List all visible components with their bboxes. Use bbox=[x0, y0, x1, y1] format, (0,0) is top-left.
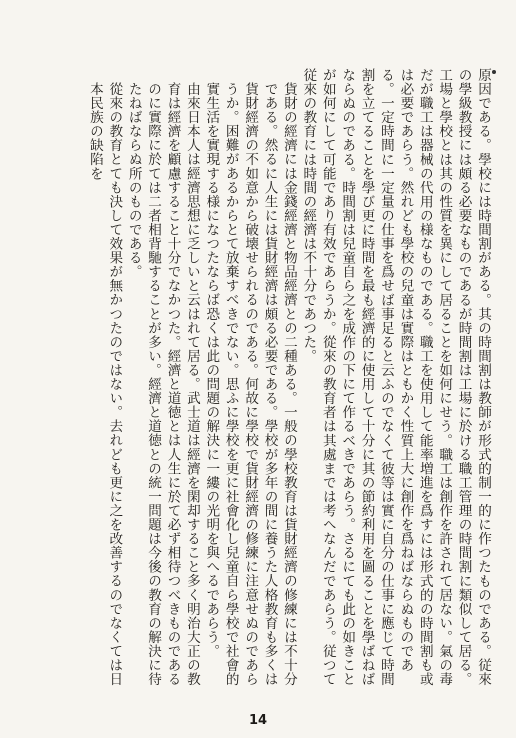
paragraph-3: 由來日本人は經濟思想に乏しいと云はれて居る。武士道は經濟を閑却すること多く明治大正の教育は經濟を顧慮すること十分でなかつた。經濟と道徳とは人生に於て必ず相待つべきものであるのに實際に於ては二者相背馳することが多い。經濟と道徳との統一問題は今後の教育の解決に待たねばならぬ所のものである。 bbox=[125, 82, 200, 687]
margin-dot bbox=[492, 70, 496, 74]
vertical-text-body bbox=[38, 68, 492, 696]
paragraph-1: 原因である。學校には時間割がある。其の時間割は教師が形式的制一的に作つたものである。従來の學級教授には頗る必要なものであるが時間割は工場に於ける職工管理の時間割に類似して居る。工場と學校とは其の性質を異にして居ることを如何にせう。職工は創作を許されて居ない。氣の毒だが職工は器械の代用の様なものである。職工を使用して能率増進を爲すには形式的の時間割も或は必要であらう。然れども學校の兒童は實際はともかく性質上大に創作を爲ねばならぬものである。一定時間に一定量の仕事を爲せば事足ると云ふのでなくて彼等は實に自分の仕事に應じて時間割を立てることを學び更に時間を最も經濟的に使用して十分に其の節約利用を圖ることを學ばねばならぬのである。時間割は兒童自ら之を成作の下にて作るべきであらう。さるにても此の如きことが如何にして可能であり有效であらうか。從來の教育者は其處までは考へなんだであらう。従つて従來の教育には時間の經濟は不十分であつた。 bbox=[300, 68, 491, 687]
paragraph-2: 貨財の經濟には金錢經濟と物品經濟との二種ある。一般の學校教育は貨財經濟の修練には不十分である。然るに人生には貨財經濟は頗る必要である。學校が多年の間に養うた人格教育も多くは貨財經濟の不如意から破壊せられるのである。何故に學校で貨財經濟の修練に注意せぬのであらうか。困難があるからとて放棄すべきでない。思ふに學校を更に社會化し兒童自ら學校で社會的實生活を實現する様になつたならば恐くは此の問題の解決に一縷の光明を與へるであらう。 bbox=[203, 82, 297, 687]
page-number: 14 bbox=[248, 713, 268, 728]
paragraph-4: 從來の教育とても決して效果が無かつたのではない。去れども更に之を改善するのでなくては日本民族の缺陷を bbox=[86, 82, 123, 687]
